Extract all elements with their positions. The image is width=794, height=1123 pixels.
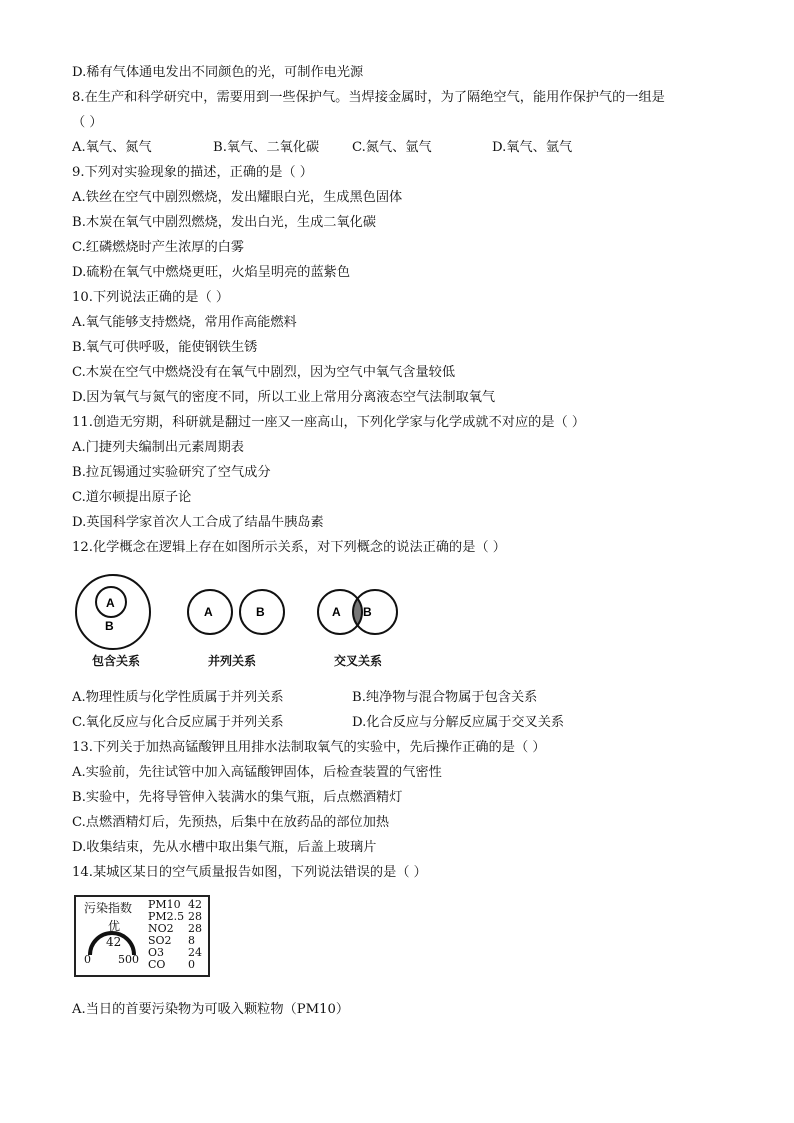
aqi-value: 42 bbox=[106, 935, 122, 949]
aqi-level: 优 bbox=[108, 919, 121, 933]
q10-option-a: A.氧气能够支持燃烧，常用作高能燃料 bbox=[72, 315, 297, 330]
q10-option-c: C.木炭在空气中燃烧没有在氧气中剧烈，因为空气中氧气含量较低 bbox=[72, 365, 456, 380]
q14-stem: 14.某城区某日的空气质量报告如图，下列说法错误的是（ ） bbox=[72, 865, 427, 880]
containment-outer-circle bbox=[76, 575, 150, 649]
containment-caption: 包含关系 bbox=[92, 654, 141, 668]
q10-option-b: B.氧气可供呼吸，能使钢铁生锈 bbox=[72, 340, 258, 355]
q13-option-a: A.实验前，先往试管中加入高锰酸钾固体，后检查装置的气密性 bbox=[72, 765, 442, 780]
containment-label-b: B bbox=[105, 619, 114, 633]
q9-option-c: C.红磷燃烧时产生浓厚的白雾 bbox=[72, 240, 245, 255]
q7-option-d: D.稀有气体通电发出不同颜色的光，可制作电光源 bbox=[72, 65, 364, 80]
q8-option-c: C.氮气、氩气 bbox=[352, 140, 432, 155]
q11-option-d: D.英国科学家首次人工合成了结晶牛胰岛素 bbox=[72, 515, 324, 530]
air-quality-report-card bbox=[74, 895, 210, 977]
containment-label-a: A bbox=[106, 596, 115, 610]
pollutant-o3-value: 24 bbox=[188, 946, 202, 959]
pollutant-o3: O3 bbox=[148, 946, 165, 959]
q13-option-c: C.点燃酒精灯后，先预热，后集中在放药品的部位加热 bbox=[72, 815, 390, 830]
q9-option-b: B.木炭在氧气中剧烈燃烧，发出白光，生成二氧化碳 bbox=[72, 215, 377, 230]
pollutant-so2-value: 8 bbox=[188, 934, 195, 947]
q12-option-a: A.物理性质与化学性质属于并列关系 bbox=[72, 690, 284, 705]
pollutant-pm10-value: 42 bbox=[188, 898, 202, 911]
aqi-title: 污染指数 bbox=[84, 901, 133, 915]
q9-option-a: A.铁丝在空气中剧烈燃烧，发出耀眼白光，生成黑色固体 bbox=[72, 190, 403, 205]
q8-option-a: A.氧气、氮气 bbox=[72, 140, 152, 155]
pollutant-pm25-value: 28 bbox=[188, 910, 202, 923]
aqi-min: 0 bbox=[84, 953, 91, 966]
pollutant-so2: SO2 bbox=[148, 934, 172, 947]
q11-option-c: C.道尔顿提出原子论 bbox=[72, 490, 192, 505]
pollutant-no2-value: 28 bbox=[188, 922, 202, 935]
q13-stem: 13.下列关于加热高锰酸钾且用排水法制取氧气的实验中，先后操作正确的是（ ） bbox=[72, 740, 546, 755]
q11-option-a: A.门捷列夫编制出元素周期表 bbox=[72, 440, 244, 455]
q8-option-d: D.氧气、氩气 bbox=[492, 140, 573, 155]
pollutant-pm25: PM2.5 bbox=[148, 910, 185, 923]
q11-option-b: B.拉瓦锡通过实验研究了空气成分 bbox=[72, 465, 271, 480]
parallel-label-a: A bbox=[204, 605, 213, 619]
q14-option-a: A.当日的首要污染物为可吸入颗粒物（PM10） bbox=[72, 1002, 350, 1017]
q8-option-b: B.氧气、二氧化碳 bbox=[213, 140, 320, 155]
parallel-caption: 并列关系 bbox=[208, 654, 257, 668]
q11-stem: 11.创造无穷期，科研就是翻过一座又一座高山，下列化学家与化学成就不对应的是（ ） bbox=[72, 415, 586, 430]
q9-stem: 9.下列对实验现象的描述，正确的是（ ） bbox=[72, 165, 313, 180]
parallel-label-b: B bbox=[256, 605, 265, 619]
q10-option-d: D.因为氧气与氮气的密度不同，所以工业上常用分离液态空气法制取氧气 bbox=[72, 390, 496, 405]
q8-stem-bracket: （ ） bbox=[72, 115, 103, 130]
aqi-max: 500 bbox=[118, 953, 139, 966]
q12-option-d: D.化合反应与分解反应属于交叉关系 bbox=[352, 715, 565, 730]
pollutant-no2: NO2 bbox=[148, 922, 174, 935]
q12-option-b: B.纯净物与混合物属于包含关系 bbox=[352, 690, 538, 705]
pollutant-pm10: PM10 bbox=[148, 898, 181, 911]
intersection-label-b: B bbox=[363, 605, 372, 619]
q13-option-b: B.实验中，先将导管伸入装满水的集气瓶，后点燃酒精灯 bbox=[72, 790, 403, 805]
q9-option-d: D.硫粉在氧气中燃烧更旺，火焰呈明亮的蓝紫色 bbox=[72, 265, 351, 280]
intersection-label-a: A bbox=[332, 605, 341, 619]
q8-stem: 8.在生产和科学研究中，需要用到一些保护气。当焊接金属时，为了隔绝空气，能用作保护气的一组是 bbox=[72, 90, 665, 105]
pollutant-co-value: 0 bbox=[188, 958, 195, 971]
q10-stem: 10.下列说法正确的是（ ） bbox=[72, 290, 230, 305]
q12-option-c: C.氧化反应与化合反应属于并列关系 bbox=[72, 715, 284, 730]
q13-option-d: D.收集结束，先从水槽中取出集气瓶，后盖上玻璃片 bbox=[72, 840, 377, 855]
pollutant-co: CO bbox=[148, 958, 166, 971]
q12-stem: 12.化学概念在逻辑上存在如图所示关系，对下列概念的说法正确的是（ ） bbox=[72, 540, 506, 555]
intersection-caption: 交叉关系 bbox=[334, 654, 383, 668]
